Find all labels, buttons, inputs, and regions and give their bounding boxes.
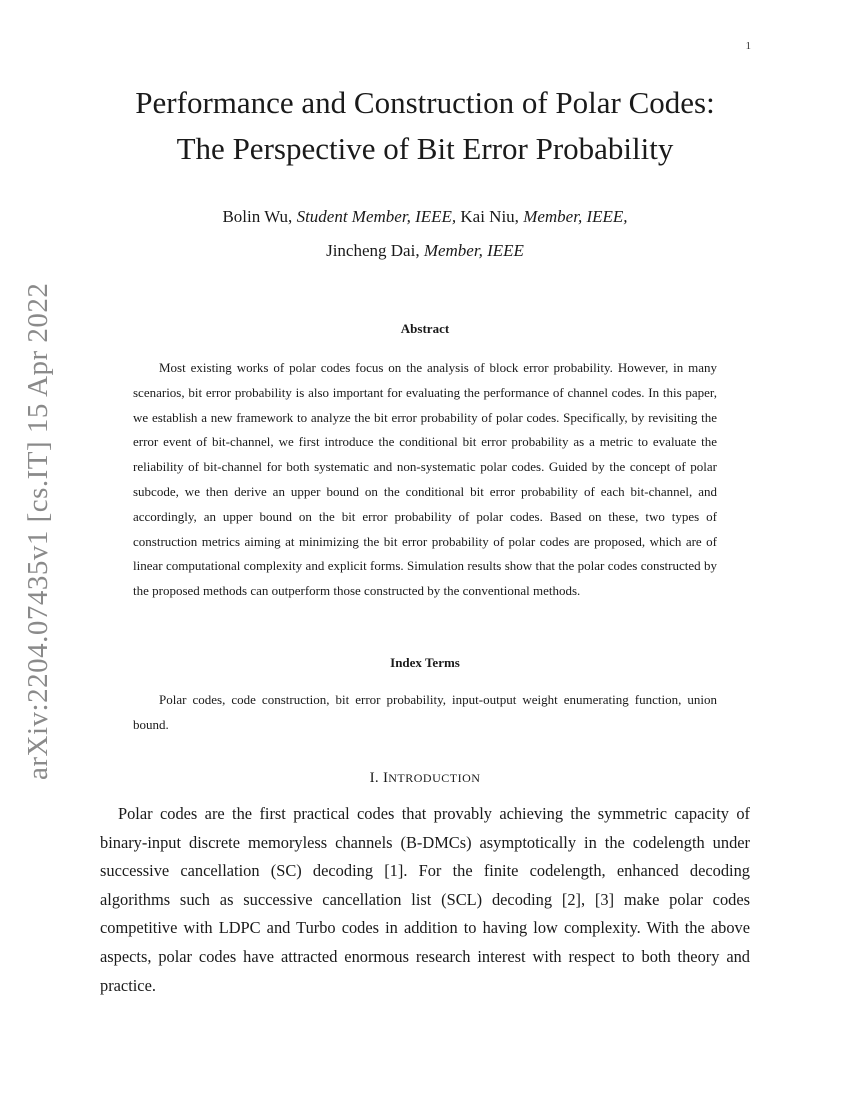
index-terms-heading: Index Terms xyxy=(390,655,460,670)
author-name-niu: Kai Niu, xyxy=(456,207,524,226)
author-role-dai: Member, IEEE xyxy=(423,241,524,260)
author-name-wu: Bolin Wu, xyxy=(222,207,297,226)
introduction-heading xyxy=(0,770,850,787)
arxiv-stamp-container xyxy=(0,282,60,780)
author-line-2 xyxy=(0,234,850,268)
author-role-niu: Member, IEEE, xyxy=(523,207,628,226)
paper-title-line-1: Performance and Construction of Polar Codes: xyxy=(135,85,715,120)
paper-title xyxy=(0,80,850,172)
author-block xyxy=(0,200,850,268)
author-name-dai: Jincheng Dai, xyxy=(326,241,424,260)
author-line-1 xyxy=(0,200,850,234)
page-number: 1 xyxy=(745,40,751,52)
index-terms-body: Polar codes, code construction, bit error probability, input-output weight enumerating function, union bound. xyxy=(133,692,717,732)
introduction-heading-numeral: I. I xyxy=(369,770,389,786)
paper-title-line-2: The Perspective of Bit Error Probability xyxy=(176,131,674,166)
introduction-body: Polar codes are the first practical codes that provably achieving the symmetric capacity of binary-input discrete memoryless channels (B-DMCs) asymptotically in the codelength under successive cancellation (SC) decoding [1]. For the finite codelength, enhanced decoding algorithms such as successive cancellation list (SCL) decoding [2], [3] make polar codes competitive with LDPC and Turbo codes in addition to having low complexity. With the above aspects, polar codes have attracted enormous research interest with respect to both theory and practice. xyxy=(100,804,750,995)
abstract-heading: Abstract xyxy=(400,321,450,336)
author-role-wu: Student Member, IEEE, xyxy=(296,207,457,226)
abstract-body: Most existing works of polar codes focus on the analysis of block error probability. However, in many scenarios, bit error probability is also important for evaluating the performance of channel codes. In this paper, we establish a new framework to analyze the bit error probability of polar codes. Specifically, by revisiting the error event of bit-channel, we first introduce the conditional bit error probability as a metric to evaluate the reliability of bit-channel for both systematic and non-systematic polar codes. Guided by the concept of polar subcode, we then derive an upper bound on the conditional bit error probability of each bit-channel, and accordingly, an upper bound on the bit error probability of polar codes. Based on these, two types of construction metrics aiming at minimizing the bit error probability of polar codes are proposed, which are of linear computational complexity and explicit forms. Simulation results show that the polar codes constructed by the proposed methods can outperform those constructed by the conventional methods. xyxy=(133,360,717,599)
introduction-heading-text: NTRODUCTION xyxy=(388,771,481,785)
arxiv-identifier-stamp[interactable]: arXiv:2204.07435v1 [cs.IT] 15 Apr 2022 xyxy=(22,282,54,780)
